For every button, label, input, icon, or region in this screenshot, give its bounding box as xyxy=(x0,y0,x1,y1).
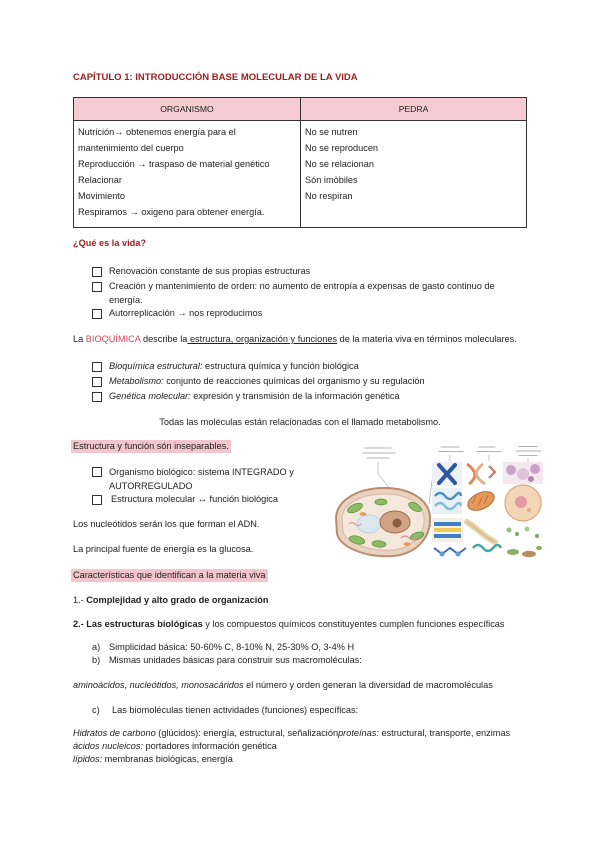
chromosome-drawing xyxy=(432,462,462,486)
list-item xyxy=(92,390,400,404)
table-cell-line: Reproducción → traspaso de material genético xyxy=(78,159,270,169)
table-cell-line: Respiramos → oxigeno para obtener energía. xyxy=(78,207,265,217)
organismo-vs-pedra-table xyxy=(73,97,527,228)
sub-item-text: Mismas unidades básicas para construir sus macromoléculas: xyxy=(109,655,362,665)
sub-item-marker: a) xyxy=(92,642,101,652)
basic-units-line xyxy=(73,679,493,692)
point-text: y los compuestos químicos constituyentes cumplen funciones específicas xyxy=(202,619,505,629)
sub-item-marker: b) xyxy=(92,655,101,665)
list-item xyxy=(92,307,262,321)
caption-marks xyxy=(363,447,541,459)
membrane-drawing xyxy=(432,518,463,542)
checkbox-icon xyxy=(92,282,102,292)
fact-line: Los nucleótidos serán los que forman el ADN. xyxy=(73,519,260,529)
list-item-text: Renovación constante de sus propias estructuras xyxy=(109,266,311,276)
table-cell-line: Movimiento xyxy=(78,191,125,201)
biomolecule-function: estructural, transporte, enzimas xyxy=(378,728,511,738)
granules-drawing xyxy=(507,527,540,539)
definition: expresión y transmisión de la información genética xyxy=(190,391,400,401)
helix-drawing xyxy=(473,545,501,551)
dna-drawing xyxy=(467,464,495,484)
list-item-text xyxy=(109,465,294,493)
chapter-title: CAPÍTULO 1: INTRODUCCIÓN BASE MOLECULAR DE LA VIDA xyxy=(73,72,358,83)
list-item-text: Estructura molecular ↔ función biológica xyxy=(111,494,278,504)
column-header-organismo: ORGANISMO xyxy=(160,104,214,114)
table-cell-line: No se relacionan xyxy=(305,159,374,169)
term: Metabolismo: xyxy=(109,376,164,386)
biomolecule-term: ácidos nucleicos: xyxy=(73,741,143,751)
molecule-drawing xyxy=(434,548,466,557)
biomolecule-term: Hidratos de carbono xyxy=(73,728,156,738)
table-cell-line: Relacionar xyxy=(78,175,122,185)
definition: conjunto de reacciones químicas del organismo y su regulación xyxy=(163,376,425,386)
sentence-part: de la materia viva en términos moleculares. xyxy=(337,334,517,344)
highlighted-heading-structure: Estructura y función són inseparables. xyxy=(73,441,229,451)
point-1 xyxy=(73,594,269,607)
organismo-column xyxy=(78,124,270,220)
table-cell-line: Són imòbiles xyxy=(305,175,358,185)
organelle-fragments-drawing xyxy=(507,546,542,557)
biomolecule-functions-line xyxy=(73,753,233,766)
point-number: 1.- xyxy=(73,595,87,605)
biomolecule-function: portadores información genética xyxy=(142,741,277,751)
metabolism-note: Todas las moléculas están relacionadas con el llamado metabolismo. xyxy=(159,417,441,427)
list-item-text xyxy=(109,390,400,404)
biomolecule-functions-line xyxy=(73,727,510,740)
list-item-text xyxy=(109,360,359,374)
term: Bioquímica estructural: xyxy=(109,361,203,371)
fact-line: La principal fuente de energía es la glucosa. xyxy=(73,544,254,554)
list-item-line: energía. xyxy=(109,294,143,305)
mitochondrion-drawing xyxy=(465,488,497,514)
checkbox-icon xyxy=(92,362,102,372)
plant-cell-drawing xyxy=(336,488,430,556)
list-item xyxy=(92,280,495,307)
list-item-text: Autorreplicación → nos reproducimos xyxy=(109,308,263,318)
list-item xyxy=(92,493,278,507)
point-2 xyxy=(73,618,505,631)
point-text: Complejidad y alto grado de organización xyxy=(86,595,269,605)
column-header-pedra: PEDRA xyxy=(398,104,429,114)
biomolecule-function: (glúcidos): energía, estructural, señalización xyxy=(155,728,339,738)
definition: estructura química y función biológica xyxy=(202,361,359,371)
checkbox-icon xyxy=(92,467,102,477)
list-item-line: Creación y mantenimiento de orden: no aumento de entropía a expensas de gasto continuo de xyxy=(109,281,495,291)
fiber-drawing xyxy=(467,522,495,542)
highlighted-heading-characteristics: Características que identifican a la materia viva xyxy=(73,570,266,580)
sentence-part: describe la xyxy=(140,334,188,344)
tissue-cells-drawing xyxy=(503,462,543,484)
table-cell-line: mantenimiento del cuerpo xyxy=(78,143,184,153)
basic-units-terms: aminoácidos, nucleótidos, monosacáridos xyxy=(73,680,244,690)
basic-units-text: el número y orden generan la diversidad de macromoléculas xyxy=(243,680,493,690)
checkbox-icon xyxy=(92,392,102,402)
checkbox-icon xyxy=(92,377,102,387)
biochemistry-keyword: BIOQUÍMICA xyxy=(85,334,141,344)
round-cell-drawing xyxy=(505,485,541,521)
table-cell-line: Nutrición→ obtenemos energía para el xyxy=(78,127,236,137)
sentence-part: La xyxy=(73,334,86,344)
biochemistry-sentence xyxy=(73,333,517,346)
list-item xyxy=(92,465,294,493)
list-item xyxy=(92,360,359,374)
list-item xyxy=(92,265,310,279)
list-item-text xyxy=(109,280,495,307)
table-cell-line: No se reproducen xyxy=(305,143,379,153)
biomolecule-functions-line xyxy=(73,740,277,753)
section-heading-life: ¿Qué es la vida? xyxy=(73,238,147,248)
pedra-column xyxy=(305,124,378,204)
protein-drawing xyxy=(432,488,462,514)
sub-item-text: Simplicidad básica: 50-60% C, 8-10% N, 25-30% O, 3-4% H xyxy=(109,642,355,652)
list-item-line: AUTORREGULADO xyxy=(109,481,193,491)
sub-item-text: Las biomoléculas tienen actividades (funciones) específicas: xyxy=(112,705,359,715)
point-lead: 2.- Las estructuras biológicas xyxy=(73,619,203,629)
biomolecule-term: proteínas: xyxy=(338,728,379,738)
list-item-text xyxy=(109,375,425,389)
checkbox-icon xyxy=(92,267,102,277)
biomolecule-term: lípidos: xyxy=(73,754,103,764)
table-cell-line: No respiran xyxy=(305,191,353,201)
list-item-line: Organismo biológico: sistema INTEGRADO y xyxy=(109,467,294,477)
checkbox-icon xyxy=(92,495,102,505)
column-divider xyxy=(300,98,301,227)
cell-levels-illustration xyxy=(333,444,545,564)
biomolecule-function: membranas biológicas, energía xyxy=(102,754,233,764)
sub-item-marker: c) xyxy=(92,705,100,715)
underlined-phrase: estructura, organización y funciones xyxy=(187,334,338,344)
checkbox-icon xyxy=(92,309,102,319)
list-item xyxy=(92,375,425,389)
term: Genética molecular: xyxy=(109,391,191,401)
table-cell-line: No se nutren xyxy=(305,127,358,137)
